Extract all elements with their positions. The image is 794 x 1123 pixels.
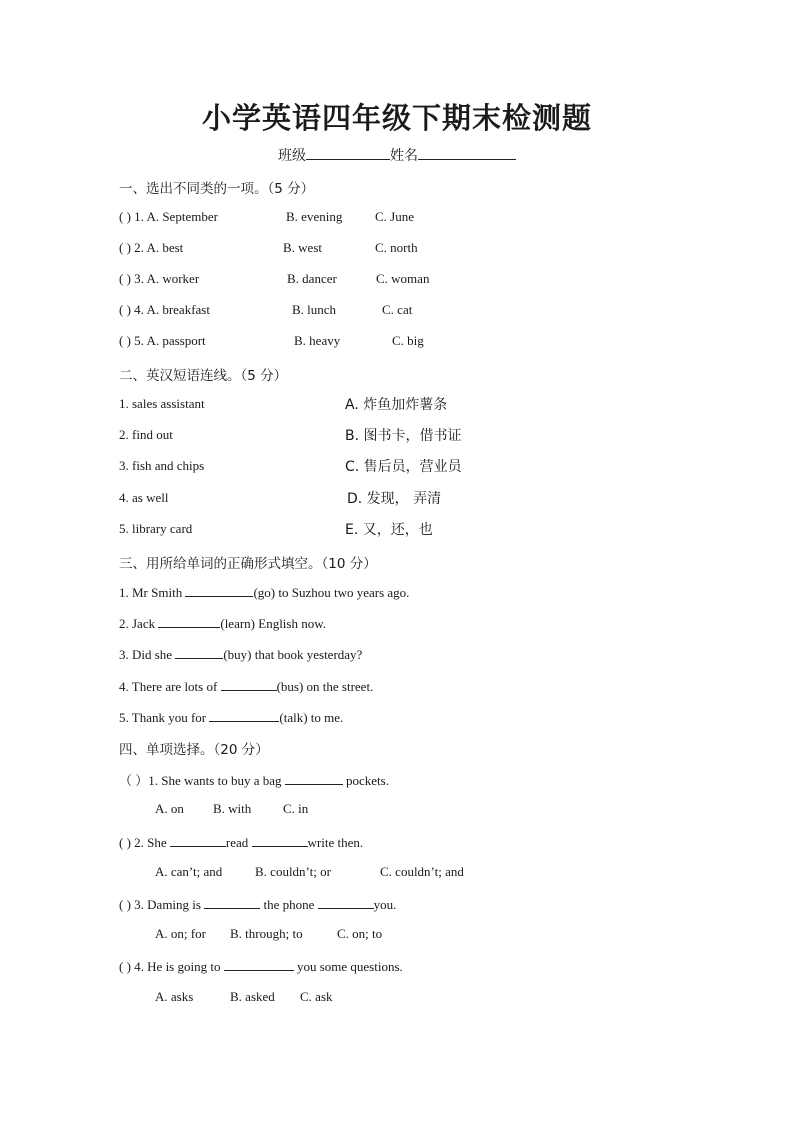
match-chinese: E. 又，还，也 — [345, 522, 433, 538]
option-b: B. couldn’t; or — [255, 864, 331, 879]
item-question: ( ) 5. A. passport — [119, 333, 206, 348]
fill-blank[interactable] — [209, 708, 279, 722]
item-option-c: C. June — [375, 209, 414, 224]
fill-blank[interactable] — [185, 583, 253, 597]
option-a: A. can’t; and — [155, 864, 223, 879]
fill-item — [119, 645, 362, 663]
answer-blank[interactable] — [252, 833, 308, 847]
fill-prefix: 4. There are lots of — [119, 679, 221, 694]
section2-heading: 二、英汉短语连线。（5 分） — [119, 368, 288, 384]
item-option-b: B. west — [283, 240, 322, 255]
option-a: A. on; for — [155, 926, 206, 941]
fill-blank[interactable] — [175, 645, 223, 659]
option-c: C. ask — [300, 989, 333, 1004]
item-option-b: B. evening — [286, 209, 343, 224]
answer-blank[interactable] — [318, 895, 374, 909]
match-english: 5. library card — [119, 521, 193, 536]
question-suffix: you some questions. — [293, 959, 403, 974]
item-option-b: B. dancer — [287, 271, 337, 286]
item-option-c: C. big — [392, 333, 424, 348]
question-prefix: ( ) 2. She — [119, 835, 170, 850]
question-suffix: you. — [373, 897, 397, 912]
match-chinese: D. 发现， 弄清 — [347, 491, 442, 507]
item-option-c: C. woman — [376, 271, 430, 286]
name-blank[interactable] — [418, 145, 516, 160]
option-c: C. in — [283, 801, 309, 816]
fill-blank[interactable] — [221, 677, 277, 691]
fill-prefix: 3. Did she — [119, 647, 176, 662]
item-option-c: C. cat — [382, 302, 413, 317]
fill-suffix: (go) to Suzhou two years ago. — [253, 585, 410, 600]
class-label: 班级 — [278, 148, 306, 164]
option-c: C. couldn’t; and — [380, 864, 464, 879]
section3-heading: 三、用所给单词的正确形式填空。（10 分） — [119, 556, 377, 572]
question-suffix: pockets. — [342, 773, 389, 788]
question-prefix: （ ）1. She wants to buy a bag — [119, 773, 285, 788]
item-option-b: B. lunch — [292, 302, 337, 317]
question-middle: the phone — [260, 897, 318, 912]
item-question: ( ) 3. A. worker — [119, 271, 200, 286]
fill-blank[interactable] — [158, 614, 220, 628]
fill-item — [119, 614, 326, 632]
fill-item — [119, 583, 409, 601]
item-question: ( ) 1. A. September — [119, 209, 218, 224]
option-a: A. asks — [155, 989, 194, 1004]
match-english: 3. fish and chips — [119, 458, 205, 473]
section1-heading: 一、选出不同类的一项。（5 分） — [119, 181, 315, 197]
option-a: A. on — [155, 801, 184, 816]
choice-question-3 — [119, 895, 396, 913]
name-label: 姓名 — [390, 148, 418, 164]
class-blank[interactable] — [306, 145, 390, 160]
answer-blank[interactable] — [224, 957, 294, 971]
fill-prefix: 5. Thank you for — [119, 710, 210, 725]
fill-suffix: (talk) to me. — [279, 710, 344, 725]
page-title: 小学英语四年级下期末检测题 — [201, 101, 592, 135]
answer-blank[interactable] — [204, 895, 260, 909]
match-chinese: B. 图书卡，借书证 — [345, 428, 462, 444]
fill-suffix: (buy) that book yesterday? — [223, 647, 363, 662]
fill-prefix: 2. Jack — [119, 616, 159, 631]
choice-question-4 — [119, 957, 403, 975]
fill-item — [119, 708, 343, 726]
fill-suffix: (learn) English now. — [220, 616, 327, 631]
match-english: 2. find out — [119, 427, 173, 442]
question-prefix: ( ) 4. He is going to — [119, 959, 224, 974]
match-chinese: A. 炸鱼加炸薯条 — [345, 397, 448, 413]
student-info-line — [0, 145, 794, 165]
question-prefix: ( ) 3. Daming is — [119, 897, 205, 912]
choice-question-1 — [119, 770, 389, 789]
item-question: ( ) 4. A. breakfast — [119, 302, 210, 317]
answer-blank[interactable] — [170, 833, 226, 847]
question-suffix: write then. — [307, 835, 364, 850]
option-b: B. asked — [230, 989, 275, 1004]
option-c: C. on; to — [337, 926, 383, 941]
match-english: 1. sales assistant — [119, 396, 205, 411]
fill-suffix: (bus) on the street. — [276, 679, 374, 694]
question-middle: read — [225, 835, 252, 850]
section4-heading: 四、单项选择。（20 分） — [119, 742, 269, 758]
item-option-b: B. heavy — [294, 333, 341, 348]
option-b: B. through; to — [230, 926, 303, 941]
item-question: ( ) 2. A. best — [119, 240, 184, 255]
item-option-c: C. north — [375, 240, 418, 255]
choice-question-2 — [119, 833, 363, 851]
option-b: B. with — [213, 801, 252, 816]
answer-blank[interactable] — [285, 771, 343, 785]
match-english: 4. as well — [119, 490, 169, 505]
match-chinese: C. 售后员，营业员 — [345, 459, 462, 475]
fill-prefix: 1. Mr Smith — [119, 585, 186, 600]
fill-item — [119, 677, 373, 695]
